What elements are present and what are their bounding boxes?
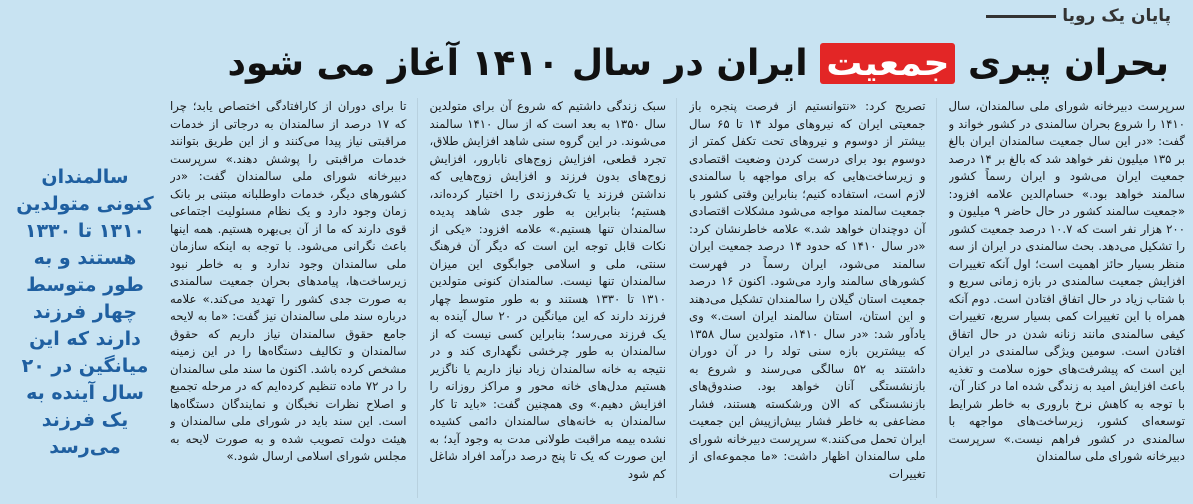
headline-highlight: جمعیت [820, 43, 955, 84]
kicker-text: پایان یک رویا [1062, 6, 1171, 26]
article-columns [170, 98, 1185, 498]
article-column-3: سبک زندگی داشتیم که شروع آن برای متولدین سال ۱۳۵۰ به بعد است که از سال ۱۴۱۰ سالمند می‌شوند. در این گروه سنی شاهد افزایش طلاق، تجرد قطعی، افزایش زوج‌های نابارور، افزایش زوج‌های بدون فرزند و افزایش زوج‌هایی که نداشتن فرزند یا تک‌فرزندی را اختیار کرده‌اند، هستیم؛ بنابراین به طور جدی شاهد پدیده سالمندان تنها هستیم.» علامه افزود: «یکی از نکات قابل توجه این است که دیگر آن فرهنگ سنتی، ملی و اسلامی جوابگوی این میزان سالمندان تنها نیست. سالمندان کنونی متولدین ۱۳۱۰ تا ۱۳۳۰ هستند و به طور متوسط چهار فرزند دارند که این میانگین در ۲۰ سال آینده به یک فرزند می‌رسد؛ بنابراین کسی نیست که از سالمندان به طور چرخشی نگهداری کند و در نتیجه به خانه سالمندان زیاد نیاز داریم یا ناگزیر هستیم مدل‌های خانه محور و مراکز روزانه را افزایش دهیم.» وی همچنین گفت: «باید تا کار سالمندان به خانه‌های سالمندان دائمی کشیده نشده بیمه مراقبت طولانی مدت به وجود آید؛ به این صورت که یک تا پنج درصد درآمد افراد شاغل کم شود [430, 98, 678, 498]
headline-before: بحران پیری [955, 43, 1169, 84]
article-column-2: تصریح کرد: «نتوانستیم از فرصت پنجره باز جمعیتی ایران که نیروهای مولد ۱۴ تا ۶۵ سال بیشتر از دوسوم و نیروهای تحت تکفل کمتر از دوسوم بود برای درست کردن وضعیت اقتصادی و زیرساخت‌هایی که برای مواجهه با سالمندی لازم است، استفاده کنیم؛ بنابراین وقتی کشور با جمعیت سالمند مواجه می‌شود مشکلات اقتصادی آن دوچندان خواهد شد.» علامه خاطرنشان کرد: «در سال ۱۴۱۰ که حدود ۱۴ درصد جمعیت ایران سالمند می‌شود، ایران رسماً در فهرست کشورهای سالمند وارد می‌شود. اکنون ۱۶ درصد جمعیت استان گیلان را سالمندان تشکیل می‌دهند و این استان، استان سالمند ایران است.» وی یادآور شد: «در سال ۱۴۱۰، متولدین سال ۱۳۵۸ که بیشترین بازه سنی تولد را در آن دوران داشتند به ۵۲ سالگی می‌رسند و شروع به بازنشستگی آنان خواهد بود. صندوق‌های بازنشستگی که الان ورشکسته هستند، فشار مضاعفی به خاطر فشار بیش‌ازپیش این جمعیت ایران تحمل می‌کنند.» سرپرست دبیرخانه شورای ملی سالمندان اظهار داشت: «ما مجموعه‌ای از تغییرات [689, 98, 937, 498]
headline-after: ایران در سال ۱۴۱۰ آغاز می شود [227, 43, 821, 84]
headline [200, 38, 1169, 90]
pull-quote: سالمندان کنونی متولدین ۱۳۱۰ تا ۱۳۳۰ هستند و به طور متوسط چهار فرزند دارند که این میانگین در ۲۰ سال آینده به یک فرزند می‌رسد [16, 166, 154, 458]
kicker [986, 6, 1171, 26]
article-column-1: سرپرست دبیرخانه شورای ملی سالمندان، سال ۱۴۱۰ را شروع بحران سالمندی در کشور خواند و گفت: «در این سال جمعیت سالمندان ایران بالغ بر ۱۳۵ میلیون نفر خواهد شد که بالغ بر ۱۴ درصد جمعیت ایران می‌شود و ایران رسماً کشور سالمند خواهد بود.» حسام‌الدین علامه افزود: «جمعیت سالمند کشور در حال حاضر ۹ میلیون و ۲۰۰ هزار نفر است که ۱۰.۷ درصد جمعیت کشور را تشکیل می‌دهد. بحث سالمندی در ایران از سه منظر بسیار حائز اهمیت است؛ اول آنکه تغییرات افزایش جمعیت سالمندی در بازه زمانی سریع و با شتاب زیاد در حال اتفاق افتادن است. دوم آنکه همراه با این تغییرات کمی بسیار سریع، تغییرات کیفی سالمندی مانند زنانه شدن در حال اتفاق افتادن است. سومین ویژگی سالمندی در ایران این است که پیشرفت‌های حوزه سلامت و تغذیه باعث افزایش امید به زندگی شده اما در کنار آن، با توجه به کاهش نرخ باروری به خاطر شرایط توسعه‌ای کشور، زیرساخت‌های مواجهه با سالمندی در کشور فراهم نیست.» سرپرست دبیرخانه شورای ملی سالمندان [948, 99, 1185, 463]
kicker-bar [986, 15, 1056, 18]
article-column-4: تا برای دوران از کارافتادگی اختصاص یابد؛ چرا که ۱۷ درصد از سالمندان به درجاتی از خدمات مراقبتی نیاز پیدا می‌کنند و از این طریق بتوانند خدمات مراقبتی را پوشش دهند.» سرپرست دبیرخانه شورای ملی سالمندان گفت: «در کشورهای دیگر، خدمات داوطلبانه مبتنی بر بانک زمان وجود دارد و یک نظام مسئولیت اجتماعی قوی دارند که ما از آن بی‌بهره هستیم. همه اینها باعث نگرانی می‌شود. با توجه به اینکه سازمان ملی سالمندان وجود ندارد و به خاطر نبود زیرساخت‌ها، پیامدهای بحران جمعیت سالمندی به صورت جدی کشور را تهدید می‌کند.» علامه درباره سند ملی سالمندان نیز گفت: «ما به لایحه جامع حقوق سالمندان نیاز داریم که حقوق سالمندان و تکالیف دستگاه‌ها را در این زمینه مشخص کرده باشد. اکنون ما سند ملی سالمندان را در ۷۲ ماده تنظیم کرده‌ایم که در مرحله تجمیع و اصلاح نظرات نخبگان و نمایندگان دستگاه‌ها است. این سند باید در شورای ملی سالمندان و هیئت دولت تصویب شده و به صورت لایحه به مجلس شورای اسلامی ارسال شود.» [170, 98, 418, 498]
